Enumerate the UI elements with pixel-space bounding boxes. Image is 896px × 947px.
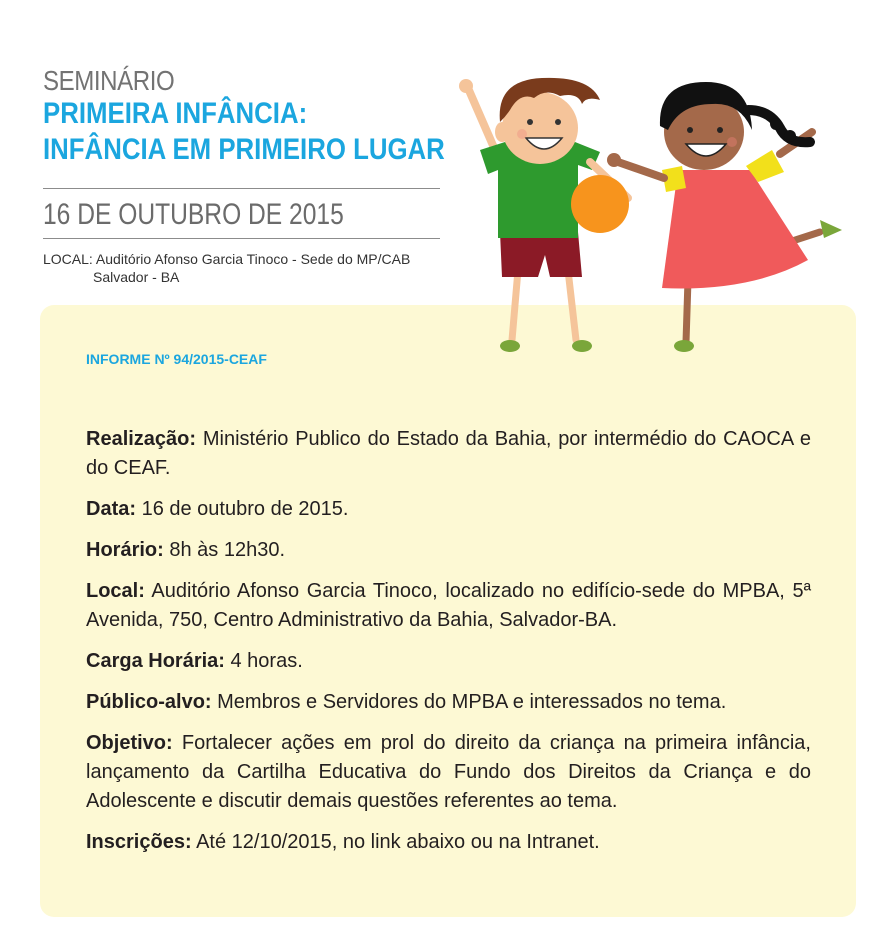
detail-text: Membros e Servidores do MPBA e interessados no tema. (211, 691, 727, 713)
detail-local (86, 577, 811, 635)
informe-number: INFORME Nº 94/2015-CEAF (86, 351, 267, 367)
detail-objetivo (86, 729, 811, 816)
event-location (43, 250, 410, 286)
detail-text: 4 horas. (224, 650, 303, 672)
detail-text: Até 12/10/2015, no link abaixo ou na Intranet. (191, 831, 600, 853)
detail-text: Auditório Afonso Garcia Tinoco, localizado no edifício-sede do MPBA, 5ª Avenida, 750, Centro Administrativo da Bahia, Salvador-BA. (86, 580, 811, 631)
detail-label: Horário: (86, 539, 164, 561)
seminar-title-line-1: PRIMEIRA INFÂNCIA: (43, 97, 308, 130)
detail-text: Fortalecer ações em prol do direito da criança na primeira infância, lançamento da Cartilha Educativa do Fundo dos Direitos da Criança e do Adolescente e discutir demais questões referentes ao tema. (86, 732, 811, 812)
divider (43, 188, 440, 189)
detail-text: 8h às 12h30. (163, 539, 286, 561)
seminar-title-line-2: INFÂNCIA EM PRIMEIRO LUGAR (43, 133, 445, 166)
girl-figure (607, 82, 842, 352)
detail-label: Local: (86, 580, 145, 602)
detail-label: Público-alvo: (86, 691, 212, 713)
children-illustration (450, 70, 850, 360)
detail-data (86, 495, 811, 524)
seminar-kicker: SEMINÁRIO (43, 65, 175, 96)
detail-label: Inscrições: (86, 831, 192, 853)
location-line-1: Auditório Afonso Garcia Tinoco - Sede do MP/CAB (92, 251, 411, 267)
event-date: 16 DE OUTUBRO DE 2015 (43, 198, 344, 231)
detail-horario (86, 536, 811, 565)
detail-label: Realização: (86, 428, 197, 450)
detail-inscricoes (86, 828, 811, 857)
location-line-2: Salvador - BA (93, 269, 180, 285)
detail-label: Objetivo: (86, 732, 173, 754)
detail-text: 16 de outubro de 2015. (136, 498, 349, 520)
location-label: LOCAL: (43, 251, 93, 267)
detail-text: Ministério Publico do Estado da Bahia, por intermédio do CAOCA e do CEAF. (86, 428, 811, 479)
detail-publico-alvo (86, 688, 811, 717)
boy-figure (459, 78, 629, 352)
detail-label: Data: (86, 498, 137, 520)
seminar-header (43, 66, 443, 168)
detail-label: Carga Horária: (86, 650, 225, 672)
detail-realizacao (86, 425, 811, 483)
divider (43, 238, 440, 239)
detail-carga-horaria (86, 647, 811, 676)
event-details (86, 425, 811, 869)
